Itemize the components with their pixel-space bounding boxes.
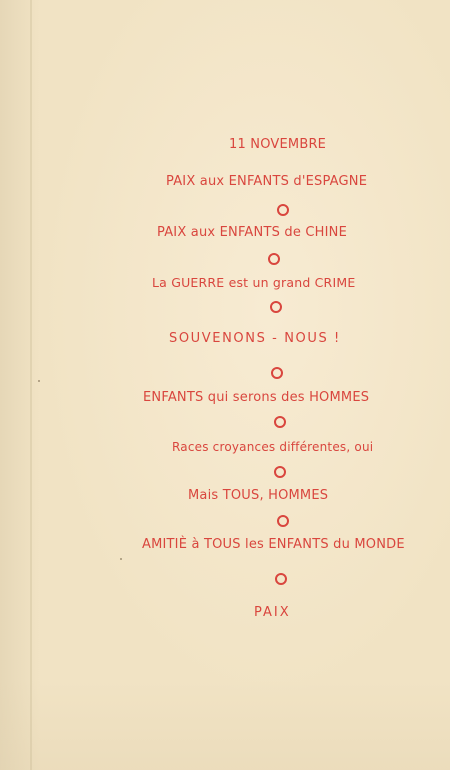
heading-11-novembre: 11 NOVEMBRE [229, 137, 327, 152]
line-guerre-crime: La GUERRE est un grand CRIME [152, 275, 356, 290]
paper-spot [120, 558, 122, 560]
line-races-croyances: Races croyances différentes, oui [172, 440, 374, 454]
separator-ring [277, 204, 289, 216]
line-mais-tous-hommes: Mais TOUS, HOMMES [188, 488, 329, 503]
separator-ring [271, 367, 283, 379]
line-enfants-hommes: ENFANTS qui serons des HOMMES [143, 390, 370, 405]
line-paix-chine: PAIX aux ENFANTS de CHINE [157, 225, 347, 240]
separator-ring [274, 466, 286, 478]
line-paix-espagne: PAIX aux ENFANTS d'ESPAGNE [166, 174, 368, 189]
separator-ring [275, 573, 287, 585]
separator-ring [268, 253, 280, 265]
separator-ring [274, 416, 286, 428]
paper-spot [38, 380, 40, 382]
separator-ring [270, 301, 282, 313]
paper-fold [30, 0, 32, 770]
separator-ring [277, 515, 289, 527]
line-amitie-monde: AMITIÈ à TOUS les ENFANTS du MONDE [142, 537, 405, 552]
line-souvenons-nous: SOUVENONS - NOUS ! [169, 331, 341, 346]
line-paix-final: PAIX [254, 605, 291, 620]
